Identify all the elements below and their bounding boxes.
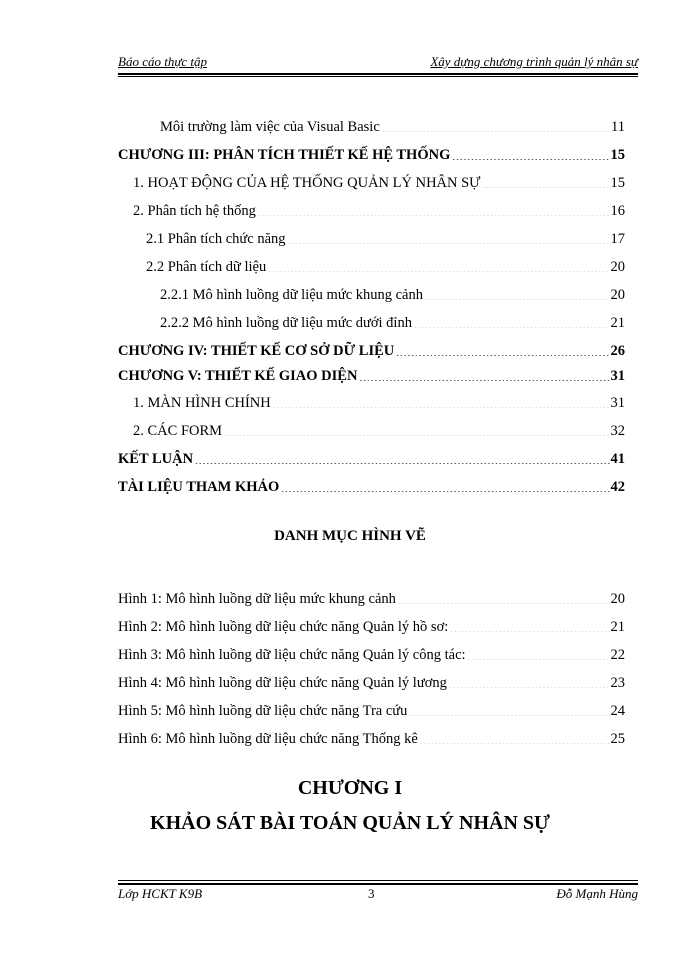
toc-entry-text: 2.1 Phân tích chức năng — [146, 231, 286, 247]
toc-entry-page: 20 — [610, 287, 625, 303]
toc-entry[interactable] — [146, 226, 625, 248]
toc-entry[interactable] — [160, 310, 625, 332]
toc-entry-text: 2. CÁC FORM — [133, 423, 223, 439]
figure-entry-page: 23 — [610, 675, 625, 691]
figures-list-title: DANH MỤC HÌNH VẼ — [274, 528, 426, 544]
toc-entry-text: 2.2.2 Mô hình luồng dữ liệu mức dưới đỉnh — [160, 315, 412, 331]
figure-entry[interactable] — [118, 670, 625, 692]
toc-entry-page: 17 — [610, 231, 625, 247]
header-rule-thin — [118, 76, 638, 77]
toc-entry-page: 31 — [610, 395, 625, 411]
toc-entry[interactable] — [118, 474, 625, 496]
toc-entry-page: 15 — [610, 147, 625, 163]
footer-left-text: Lớp HCKT K9B — [118, 886, 203, 901]
figure-entry-page: 20 — [610, 591, 625, 607]
footer-right-text: Đỗ Mạnh Hùng — [556, 886, 638, 901]
toc-entry-text: CHƯƠNG V: THIẾT KẾ GIAO DIỆN — [118, 368, 358, 384]
figure-entry[interactable] — [118, 614, 625, 636]
footer-rule — [118, 883, 638, 885]
toc-entry-page: 26 — [610, 343, 625, 359]
toc-entry-text: KẾT LUẬN — [118, 451, 194, 467]
figure-entry-page: 25 — [610, 731, 625, 747]
figure-entry-page: 24 — [610, 703, 625, 719]
toc-entry-text: TÀI LIỆU THAM KHẢO — [118, 479, 280, 495]
toc-entry[interactable] — [118, 363, 625, 385]
toc-entry[interactable] — [160, 282, 625, 304]
figure-entry-text: Hình 1: Mô hình luồng dữ liệu mức khung cảnh — [118, 591, 396, 607]
toc-entry[interactable] — [146, 254, 625, 276]
chapter-number: CHƯƠNG I — [297, 777, 403, 799]
toc-entry[interactable] — [133, 170, 625, 192]
page-number: 3 — [368, 886, 375, 901]
toc-entry[interactable] — [118, 142, 625, 164]
toc-entry[interactable] — [133, 198, 625, 220]
toc-entry-text: Môi trường làm việc của Visual Basic — [160, 119, 380, 135]
figure-entry-text: Hình 3: Mô hình luồng dữ liệu chức năng Quản lý công tác: — [118, 647, 466, 663]
toc-entry-page: 31 — [610, 368, 625, 384]
page-header — [118, 54, 638, 72]
toc-entry-text: 2.2.1 Mô hình luồng dữ liệu mức khung cảnh — [160, 287, 423, 303]
header-rule — [118, 73, 638, 75]
toc-entry-text: 1. HOẠT ĐỘNG CỦA HỆ THỐNG QUẢN LÝ NHÂN SỰ — [133, 175, 481, 191]
figure-entry-text: Hình 5: Mô hình luồng dữ liệu chức năng Tra cứu — [118, 703, 408, 719]
figure-entry[interactable] — [118, 586, 625, 608]
chapter-title: KHẢO SÁT BÀI TOÁN QUẢN LÝ NHÂN SỰ — [150, 812, 550, 834]
toc-entry[interactable] — [118, 446, 625, 468]
toc-entry-text: CHƯƠNG III: PHÂN TÍCH THIẾT KẾ HỆ THỐNG — [118, 147, 451, 163]
toc-entry[interactable] — [133, 390, 625, 412]
toc-entry-text: 1. MÀN HÌNH CHÍNH — [133, 395, 271, 411]
figure-entry-text: Hình 2: Mô hình luồng dữ liệu chức năng Quản lý hồ sơ: — [118, 619, 449, 635]
footer-rule-thin — [118, 880, 638, 881]
figure-entry-page: 21 — [610, 619, 625, 635]
header-left-text: Báo cáo thực tập — [118, 54, 208, 69]
toc-entry-page: 21 — [610, 315, 625, 331]
toc-entry-text: CHƯƠNG IV: THIẾT KẾ CƠ SỞ DỮ LIỆU — [118, 343, 395, 359]
page-footer — [118, 886, 638, 904]
figure-entry[interactable] — [118, 698, 625, 720]
figure-entry[interactable] — [118, 642, 625, 664]
header-right-text: Xây dựng chương trình quản lý nhân sự — [430, 54, 638, 69]
toc-entry-page: 20 — [610, 259, 625, 275]
toc-entry-page: 15 — [610, 175, 625, 191]
figure-entry[interactable] — [118, 726, 625, 748]
figure-entry-text: Hình 4: Mô hình luồng dữ liệu chức năng Quản lý lương — [118, 675, 447, 691]
toc-entry[interactable] — [133, 418, 625, 440]
figure-entry-page: 22 — [610, 647, 625, 663]
toc-entry-page: 32 — [610, 423, 625, 439]
toc-entry-page: 16 — [610, 203, 625, 219]
toc-entry[interactable] — [118, 338, 625, 360]
figure-entry-text: Hình 6: Mô hình luồng dữ liệu chức năng Thống kê — [118, 731, 418, 747]
toc-entry-page: 42 — [610, 479, 625, 495]
toc-entry-page: 41 — [610, 451, 625, 467]
toc-entry[interactable] — [160, 114, 625, 136]
toc-entry-text: 2. Phân tích hệ thống — [133, 203, 256, 219]
toc-entry-text: 2.2 Phân tích dữ liệu — [146, 259, 267, 275]
toc-entry-page: 11 — [611, 119, 625, 135]
